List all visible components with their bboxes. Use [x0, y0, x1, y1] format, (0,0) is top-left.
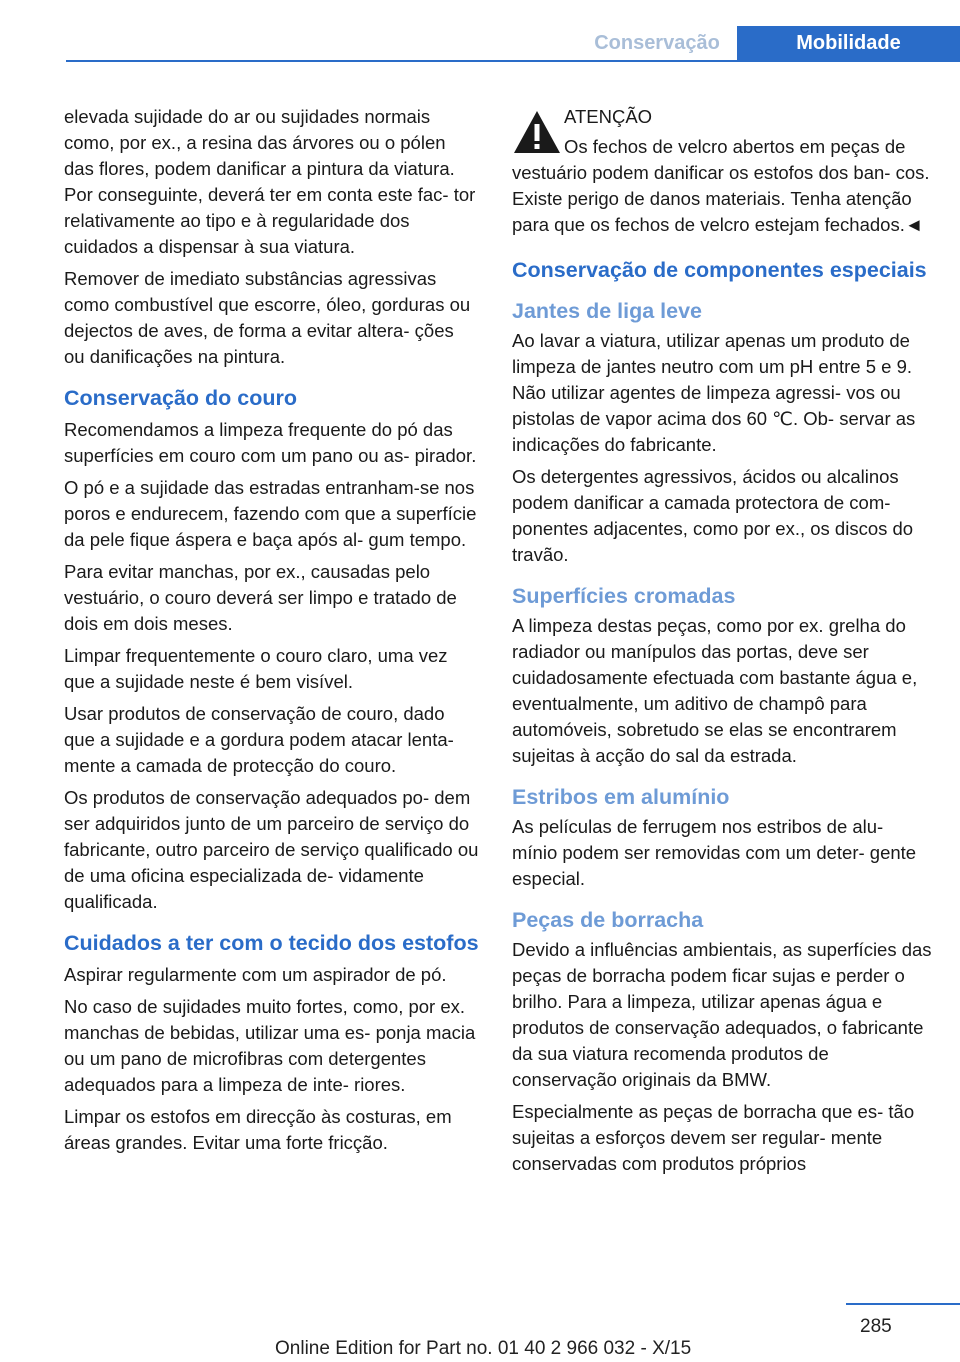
warning-title: ATENÇÃO	[564, 106, 653, 127]
paragraph: Limpar os estofos em direcção às costuras, em áreas grandes. Evitar uma forte fricção.	[64, 1106, 452, 1153]
page-number: 285	[860, 1316, 892, 1337]
paragraph: As películas de ferrugem nos estribos de alu‐ mínio podem ser removidas com um deter‐ gente especial.	[512, 816, 917, 889]
paragraph: Remover de imediato substâncias agressivas como combustível que escorre, óleo, gorduras ou dejectos de aves, de forma a evitar altera‐ ções ou danificações na pintura.	[64, 268, 471, 367]
footer-rule	[846, 1303, 960, 1305]
chapter-tab-mobilidade: Mobilidade	[737, 26, 960, 60]
paragraph: Especialmente as peças de borracha que es‐ tão sujeitas a esforços devem ser regular‐ mente conservadas com produtos próprios	[512, 1101, 915, 1174]
paragraph: Usar produtos de conservação de couro, dado que a sujidade e a gordura podem atacar lenta‐ mente a camada de protecção do couro.	[64, 703, 454, 776]
edition-line: Online Edition for Part no. 01 40 2 966 032 - X/15	[275, 1338, 692, 1359]
paragraph: Ao lavar a viatura, utilizar apenas um produto de limpeza de jantes neutro com um pH entre 5 e 9. Não utilizar agentes de limpeza agressi‐ vos ou pistolas de vapor acima dos 60 ℃. Ob‐ servar as indicações do fabricante.	[512, 330, 916, 455]
heading-componentes-especiais: Conservação de componentes especiais	[512, 258, 927, 282]
heading-jantes: Jantes de liga leve	[512, 299, 703, 323]
warning-text: Os fechos de velcro abertos em peças de vestuário podem danificar os estofos dos ban‐ cos. Existe perigo de danos materiais. Tenha atenção para que os fechos de velcro estejam fechados.◄	[512, 136, 930, 235]
page-header	[0, 0, 960, 62]
paragraph: Devido a influências ambientais, as superfícies das peças de borracha podem ficar sujas e perder o brilho. Para a limpeza, utilizar apenas água e produtos de conservação adequados, o fabricante da sua viatura recomenda produtos de conservação originais da BMW.	[512, 939, 932, 1090]
paragraph: Aspirar regularmente com um aspirador de pó.	[64, 964, 447, 985]
paragraph: Os detergentes agressivos, ácidos ou alcalinos podem danificar a camada protectora de com‐ ponentes adjacentes, como por ex., os discos do travão.	[512, 466, 914, 565]
heading-tecido: Cuidados a ter com o tecido dos estofos	[64, 931, 479, 955]
paragraph: Para evitar manchas, por ex., causadas pelo vestuário, o couro deverá ser limpo e tratado de dois em dois meses.	[64, 561, 457, 634]
paragraph: Limpar frequentemente o couro claro, uma vez que a sujidade neste é bem visível.	[64, 645, 448, 692]
heading-borracha: Peças de borracha	[512, 908, 704, 932]
left-column	[64, 104, 479, 1162]
paragraph: Recomendamos a limpeza frequente do pó das superfícies em couro com um pano ou as‐ pirador.	[64, 419, 477, 466]
right-column	[512, 104, 932, 1183]
paragraph: No caso de sujidades muito fortes, como, por ex. manchas de bebidas, utilizar uma es‐ ponja macia ou um pano de microfibras com detergentes adequados para a limpeza de inte‐ riores.	[64, 996, 476, 1095]
heading-cromadas: Superfícies cromadas	[512, 584, 736, 608]
heading-estribos: Estribos em alumínio	[512, 785, 730, 809]
paragraph: O pó e a sujidade das estradas entranham-se nos poros e endurecem, fazendo com que a superfície da pele fique áspera e baça após al‐ gum tempo.	[64, 477, 477, 550]
paragraph: A limpeza destas peças, como por ex. grelha do radiador ou manípulos das portas, deve ser cuidadosamente efectuada com bastante água e, eventualmente, um aditivo de champô para automóveis, sobretudo se elas se encontrarem sujeitas à acção do sal da estrada.	[512, 615, 918, 766]
paragraph: Os produtos de conservação adequados po‐ dem ser adquiridos junto de um parceiro de serviço do fabricante, outro parceiro de serviço qualificado ou de uma oficina especializada de‐ vidamente qualificada.	[64, 787, 479, 912]
section-tab-conservacao: Conservação	[594, 31, 720, 54]
heading-couro: Conservação do couro	[64, 386, 297, 410]
paragraph: elevada sujidade do ar ou sujidades normais como, por ex., a resina das árvores ou o pólen das flores, podem danificar a pintura da viatura. Por conseguinte, deverá ter em conta este fac‐ tor relativamente ao tipo e à regularidade dos cuidados a dispensar à sua viatura.	[64, 106, 476, 257]
header-rule	[66, 60, 960, 62]
warning-triangle-icon	[512, 108, 562, 158]
